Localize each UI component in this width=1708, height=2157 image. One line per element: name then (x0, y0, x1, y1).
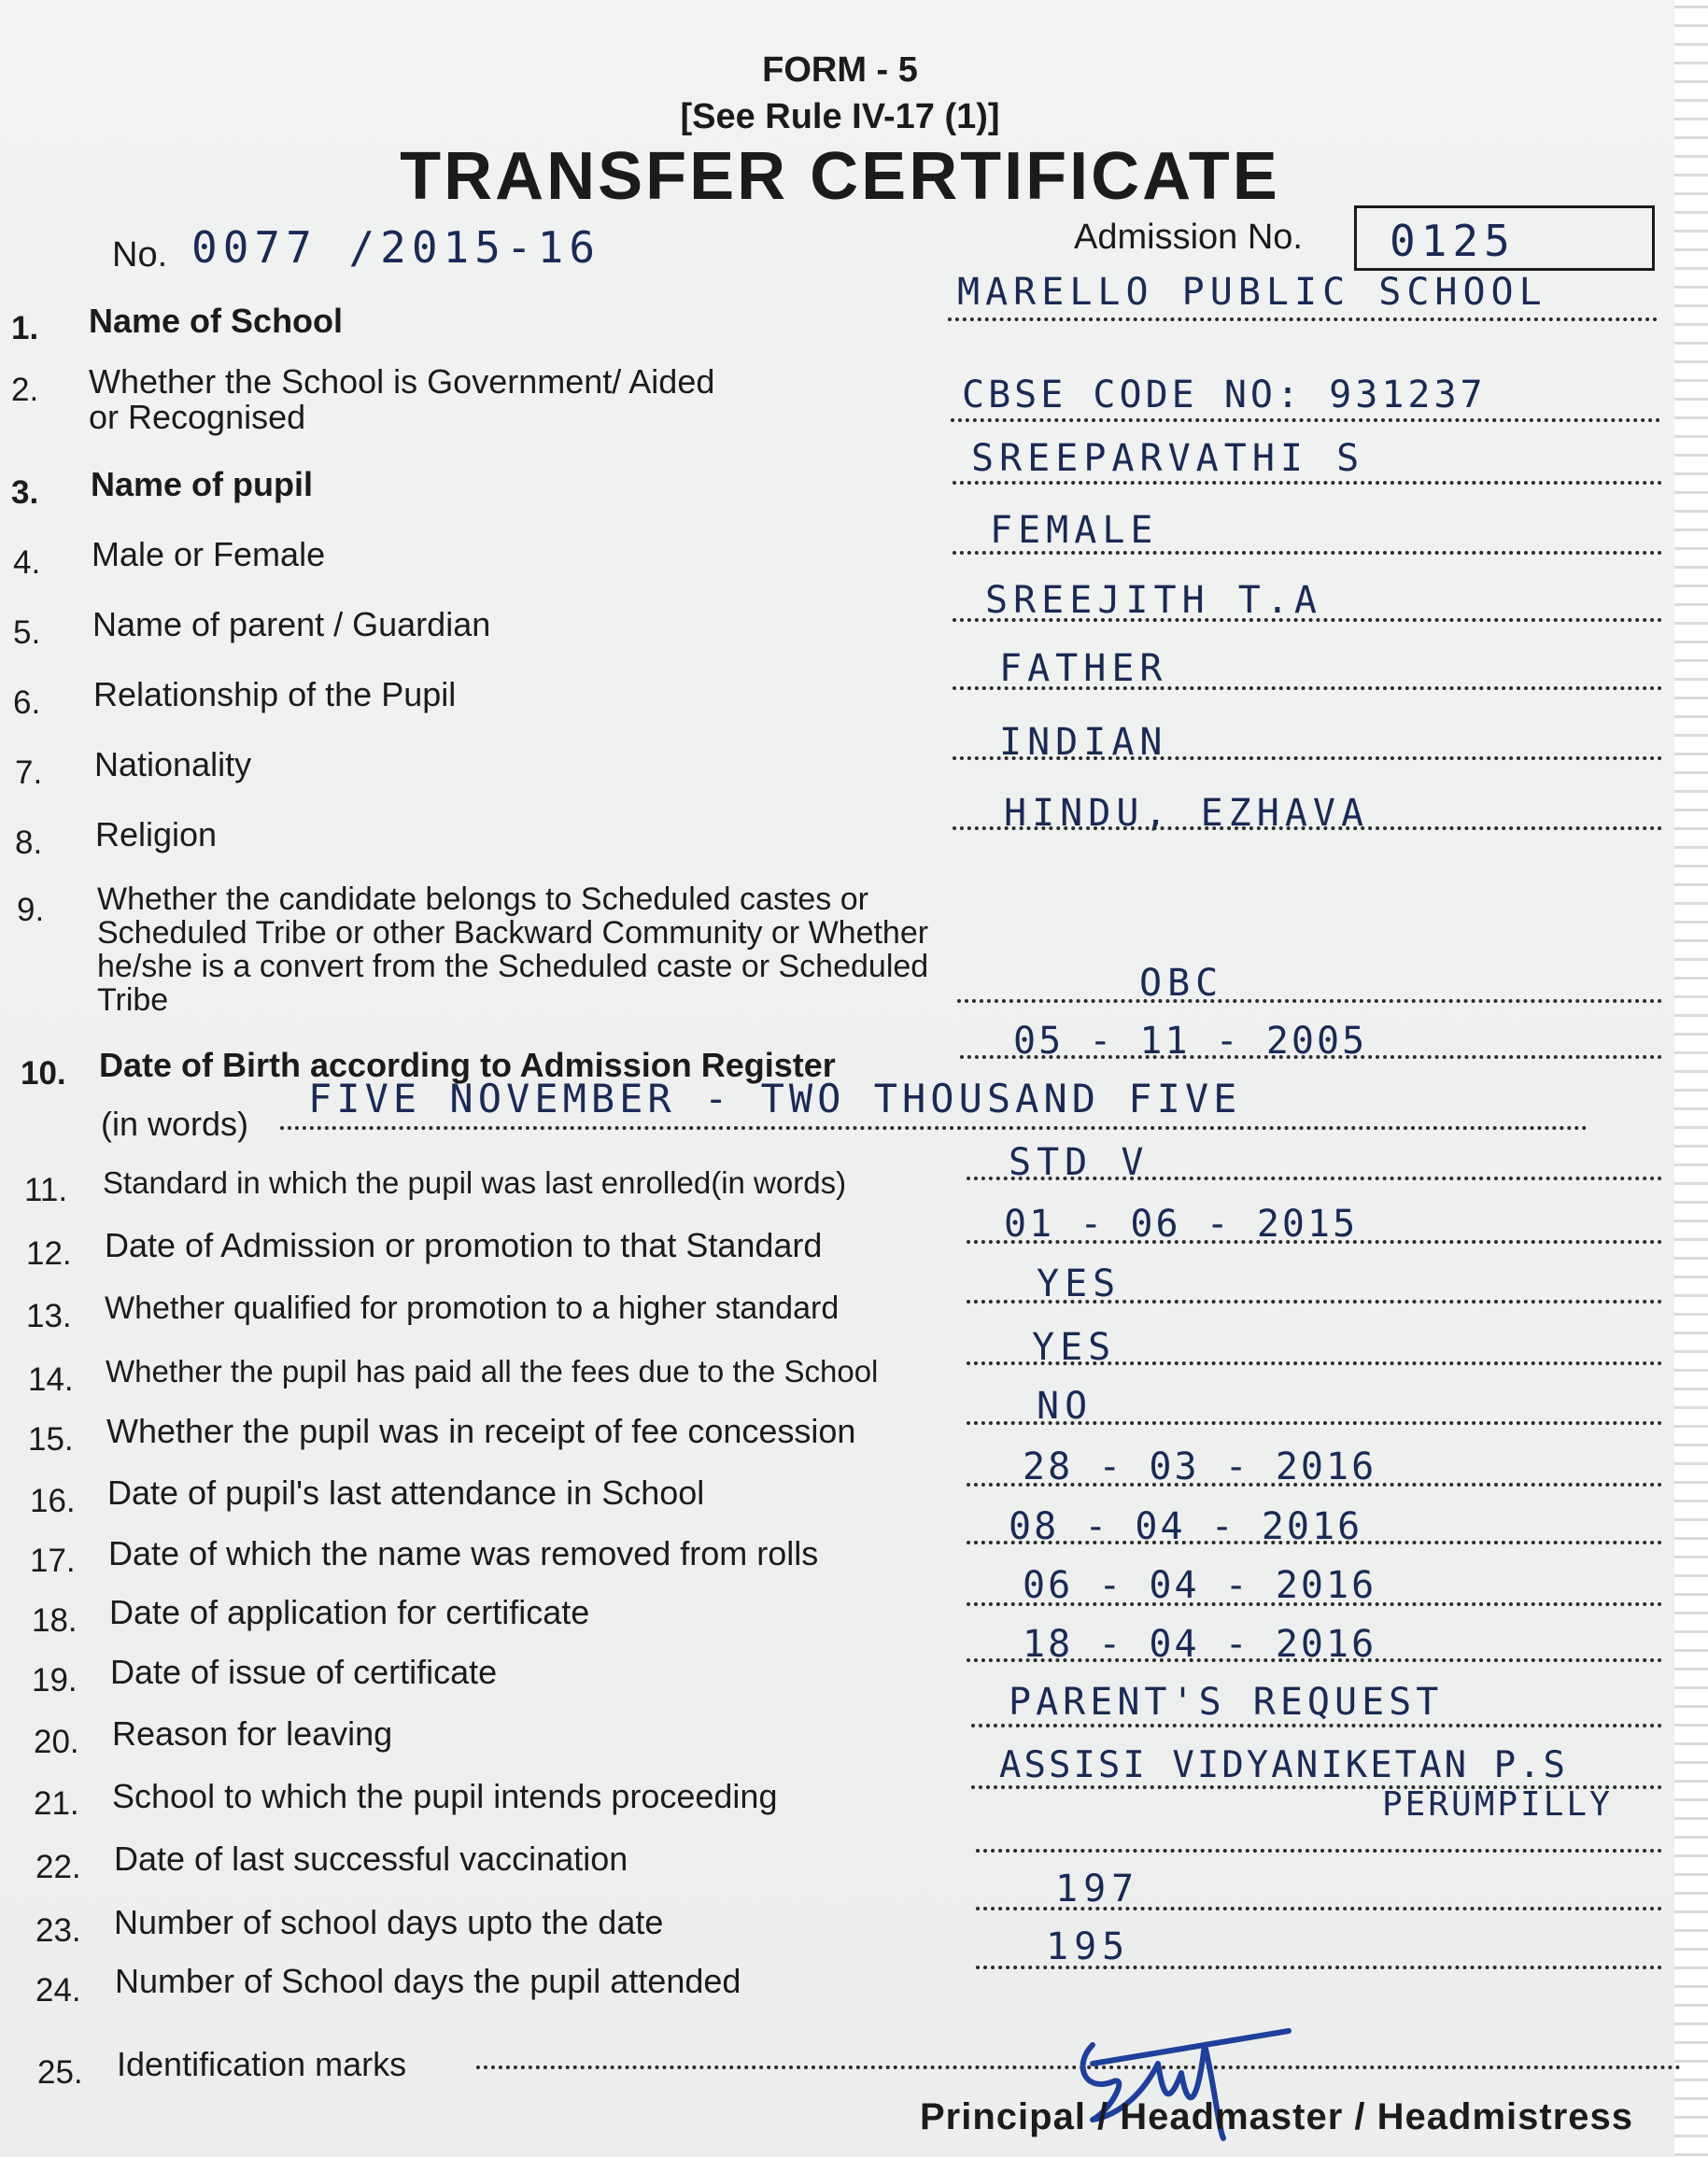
field-number: 19. (32, 1662, 78, 1699)
field-value: 195 (1046, 1925, 1131, 1968)
field-number: 5. (13, 614, 41, 651)
dotted-line (957, 999, 1662, 1003)
admission-no-value: 0125 (1390, 216, 1516, 266)
field-value: 05 - 11 - 2005 (1013, 1020, 1368, 1063)
dotted-line (967, 1483, 1662, 1487)
field-label: Date of issue of certificate (110, 1653, 498, 1691)
dotted-line (971, 1724, 1662, 1727)
dotted-line (967, 1361, 1662, 1365)
admission-no-box (1354, 205, 1655, 271)
field-label: Name of pupil (91, 465, 314, 503)
dotted-line (953, 756, 1662, 760)
field-label: Reason for leaving (112, 1714, 393, 1753)
field-number: 3. (11, 474, 39, 511)
field-value: 28 - 03 - 2016 (1023, 1445, 1377, 1488)
admission-no-label: Admission No. (1074, 218, 1303, 257)
field-label: Date of Admission or promotion to that Standard (105, 1226, 823, 1264)
field-number: 1. (11, 310, 39, 346)
field-label: Whether the School is Government/ Aided or Recognised (89, 362, 715, 436)
field-value: 18 - 04 - 2016 (1023, 1623, 1377, 1666)
field-label: Religion (95, 815, 218, 853)
field-label: Date of application for certificate (109, 1593, 590, 1631)
field-number: 15. (28, 1421, 74, 1458)
dotted-line (951, 418, 1660, 422)
field-value: INDIAN (999, 721, 1168, 764)
field-number: 2. (11, 372, 39, 408)
rule-reference: [See Rule IV-17 (1)] (680, 97, 1000, 136)
field-label: (in words) (101, 1105, 249, 1143)
field-label: Whether the candidate belongs to Scheduled castes or Scheduled Tribe or other Backward Community or Whether he/she is a convert from the Scheduled caste or Scheduled Tribe (97, 881, 929, 1018)
dotted-line (953, 618, 1662, 622)
field-number: 17. (30, 1543, 76, 1579)
field-number: 9. (17, 892, 45, 928)
dotted-line (953, 686, 1662, 690)
field-label: Whether the pupil has paid all the fees due to the School (106, 1354, 879, 1389)
field-value: 06 - 04 - 2016 (1023, 1564, 1377, 1607)
dotted-line (967, 1658, 1662, 1662)
field-number: 18. (32, 1602, 78, 1639)
field-value: SREEJITH T.A (985, 579, 1322, 622)
certificate-no-label: No. (112, 235, 168, 275)
field-value: MARELLO PUBLIC SCHOOL (957, 271, 1547, 314)
field-number: 21. (34, 1785, 79, 1822)
field-label: Relationship of the Pupil (93, 675, 457, 713)
field-value: FEMALE (990, 509, 1159, 552)
page-title: TRANSFER CERTIFICATE (400, 139, 1280, 214)
field-number: 6. (13, 684, 41, 721)
field-value: OBC (1139, 962, 1224, 1005)
field-label: Whether the pupil was in receipt of fee concession (106, 1412, 856, 1450)
field-number: 25. (37, 2054, 83, 2091)
field-label: Identification marks (117, 2045, 407, 2083)
field-label: Date of pupil's last attendance in School (107, 1473, 705, 1512)
dotted-line (967, 1421, 1662, 1425)
field-number: 7. (15, 754, 43, 791)
dotted-line (967, 1177, 1662, 1180)
field-label: Number of School days the pupil attended (115, 1962, 741, 2000)
field-number: 8. (15, 825, 43, 861)
field-label: Date of last successful vaccination (114, 1840, 628, 1878)
field-label: Name of School (89, 302, 344, 340)
field-value: YES (1037, 1262, 1122, 1305)
field-value: 08 - 04 - 2016 (1009, 1505, 1363, 1548)
dotted-line (967, 1541, 1662, 1544)
dotted-line (953, 551, 1662, 555)
dotted-line (953, 826, 1662, 830)
dotted-line (976, 1907, 1662, 1910)
field-label: Standard in which the pupil was last enrolled(in words) (103, 1165, 847, 1200)
field-value: 01 - 06 - 2015 (1004, 1203, 1359, 1246)
field-value: CBSE CODE NO: 931237 (962, 374, 1487, 416)
dotted-line (280, 1126, 1588, 1130)
field-value: ASSISI VIDYANIKETAN P.S (999, 1744, 1569, 1786)
field-number: 16. (30, 1483, 76, 1519)
field-number: 12. (26, 1235, 72, 1272)
field-value: PARENT'S REQUEST (1009, 1681, 1444, 1724)
dotted-line (948, 317, 1658, 321)
certificate-no-value: 0077 /2015-16 (191, 222, 601, 273)
field-label: Date of Birth according to Admission Register (99, 1046, 836, 1084)
field-number: 20. (34, 1724, 79, 1760)
field-value: STD V (1009, 1141, 1150, 1184)
dotted-line (976, 1966, 1662, 1969)
field-label: Nationality (94, 745, 252, 783)
dotted-line (967, 1300, 1662, 1304)
field-label: Whether qualified for promotion to a higher standard (105, 1290, 840, 1326)
field-number: 22. (35, 1849, 81, 1885)
field-label: Name of parent / Guardian (92, 605, 491, 643)
dotted-line (967, 1240, 1662, 1244)
field-number: 11. (24, 1172, 68, 1208)
field-value: NO (1037, 1385, 1094, 1428)
field-value-continued: PERUMPILLY (1382, 1785, 1613, 1824)
dotted-line (953, 481, 1662, 485)
field-number: 14. (28, 1361, 74, 1398)
form-number: FORM - 5 (762, 50, 918, 90)
field-value: 197 (1055, 1868, 1140, 1910)
field-label: School to which the pupil intends proceeding (112, 1777, 778, 1815)
field-number: 4. (13, 544, 41, 581)
field-label: Male or Female (92, 535, 326, 573)
field-number: 23. (35, 1912, 81, 1949)
field-value: YES (1032, 1326, 1117, 1369)
field-number: 13. (26, 1298, 72, 1334)
field-value: HINDU, EZHAVA (1004, 792, 1370, 835)
field-label: Date of which the name was removed from rolls (108, 1534, 819, 1572)
paper-edge (1674, 0, 1708, 2157)
dotted-line (967, 1602, 1662, 1606)
dotted-line (960, 1055, 1662, 1059)
field-number: 24. (35, 1972, 81, 2009)
dotted-line (976, 1849, 1662, 1853)
field-number: 10. (21, 1055, 66, 1092)
field-value: FATHER (999, 647, 1168, 690)
signatory-label: Principal / Headmaster / Headmistress (920, 2096, 1633, 2137)
field-label: Number of school days upto the date (114, 1903, 664, 1941)
field-value: FIVE NOVEMBER - TWO THOUSAND FIVE (308, 1076, 1242, 1121)
field-value: SREEPARVATHI S (971, 437, 1365, 480)
